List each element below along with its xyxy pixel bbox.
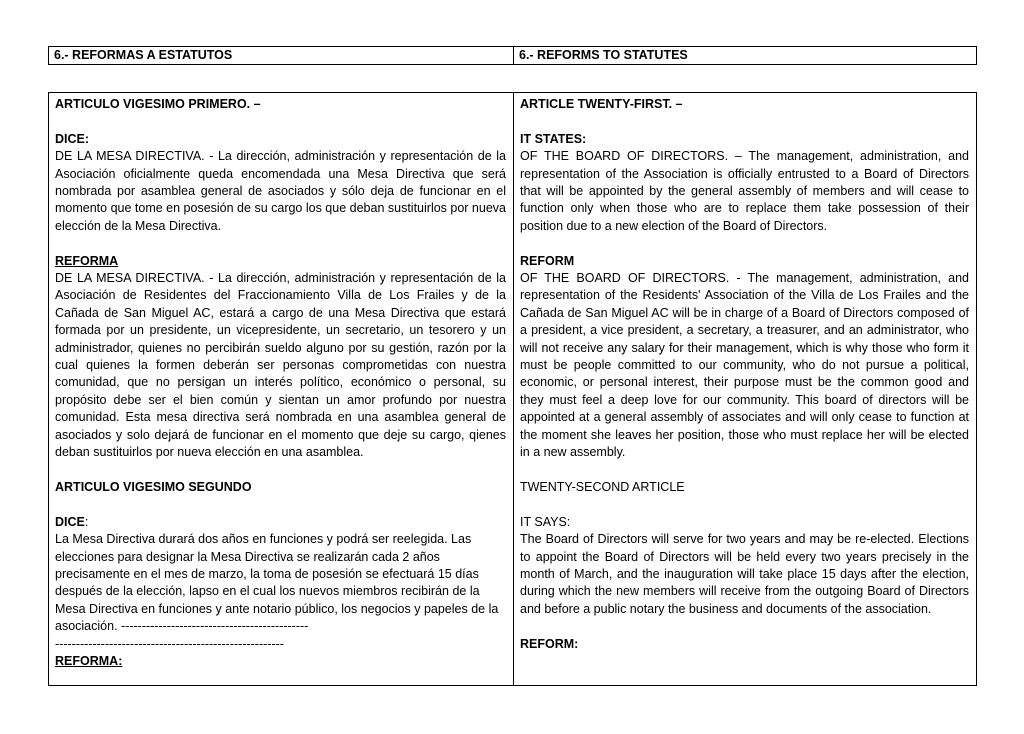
english-column — [514, 93, 976, 685]
article-22-reform-label-en: REFORM: — [520, 636, 579, 651]
article-22-says-text-en: The Board of Directors will serve for two years and may be re-elected. Elections to appoint the Board of Directors will be held every two years precisely in the month of March, and the inauguration will take place 15 days after the election, during which the new members will receive from the outgoing Board of Directors and before a public notary the business and documents of the association. — [520, 532, 969, 616]
article-21-says-label-en: IT STATES: — [520, 131, 587, 146]
article-22-dash-line-es: ------------------------------------------------------- — [55, 636, 284, 651]
section-header-spanish: 6.- REFORMAS A ESTATUTOS — [49, 47, 514, 64]
article-21-reform-text-es: DE LA MESA DIRECTIVA. - La dirección, administración y representación de la Asociación de Residentes del Fraccionamiento Villa de Los Frailes y de la Cañada de San Miguel AC, estará a cargo de una Mesa Directiva que estará formada por un presidente, un vicepresidente, un secretario, un tesorero y un administrador, quienes no percibirán sueldo alguno por su gestión, razón por la cual quienes la formen deberán ser personas comprometidas con nuestra comunidad, que no persigan un interés político, económico o personal, su propósito debe ser el bien común y sientan un amor profundo por nuestra comunidad. Esta mesa directiva será nombrada en una asamblea general de asociados y solo dejará de funcionar en el momento que deje su cargo, qienes deban sustituirlos por nueva elección en una asamblea. — [55, 271, 506, 460]
article-22-title-es: ARTICULO VIGESIMO SEGUNDO — [55, 479, 252, 494]
article-21-says-text-es: DE LA MESA DIRECTIVA. - La dirección, administración y representación de la Asociación oficialmente queda encomendada una Mesa Directiva que será nombrada por asamblea general de asociados y sólo deja de funcionar en el momento que tome en posesión de su cargo los que deban sustituirlos por nueva elección de la Mesa Directiva. — [55, 149, 506, 233]
article-22-says-colon-es: : — [84, 514, 89, 529]
section-header-table — [48, 46, 977, 65]
article-21-says-label-es: DICE: — [55, 131, 90, 146]
article-22-says-label-es — [55, 514, 506, 531]
section-header-english: 6.- REFORMS TO STATUTES — [519, 48, 688, 62]
article-21-reform-text-en: OF THE BOARD OF DIRECTORS. - The management, administration, and representation of the Residents' Association of the Villa de Los Frailes and the Cañada de San Miguel AC will be in charge of a Board of Directors composed of a president, a vice president, a secretary, a treasurer, and an administrator, who will not receive any salary for their management, which is why those who form it must be people committed to our community, who do not pursue a political, economic, or personal interest, their purpose must be the common good and they must feel a deep love for our community. This board of directors will be appointed at a general assembly of associates and will only cease to function at the moment she leaves her position, those who must replace her will be elected in a new assembly. — [520, 271, 969, 460]
article-22-says-word-es: DICE — [55, 514, 85, 529]
spanish-column — [49, 93, 514, 685]
article-21-title-en: ARTICLE TWENTY-FIRST. – — [520, 97, 683, 111]
article-21-says-text-en: OF THE BOARD OF DIRECTORS. – The management, administration, and representation of the Association is officially entrusted to a Board of Directors that will be appointed by the general assembly of members and will cease to function only when those who are to replace them take possession of their position due to a new election of the Board of Directors. — [520, 149, 969, 233]
article-22-title-en: TWENTY-SECOND ARTICLE — [520, 479, 685, 494]
statutes-comparison-table — [48, 92, 977, 686]
article-22-says-text-es: La Mesa Directiva durará dos años en funciones y podrá ser reelegida. Las elecciones para designar la Mesa Directiva se realizarán cada 2 años precisamente en el mes de marzo, la toma de posesión se efectuará 15 días después de la elección, lapso en el cual los nuevos miembros recibirán de la Mesa Directiva en funciones y ante notario público, los negocios y papeles de la asociación. --------------------------------------------- — [55, 532, 499, 634]
article-21-reform-label-es: REFORMA — [55, 253, 119, 268]
article-21-title-es: ARTICULO VIGESIMO PRIMERO. – — [55, 97, 261, 111]
article-22-says-label-en: IT SAYS: — [520, 514, 571, 529]
article-22-reform-label-es: REFORMA: — [55, 653, 123, 668]
article-21-reform-label-en: REFORM — [520, 253, 575, 268]
